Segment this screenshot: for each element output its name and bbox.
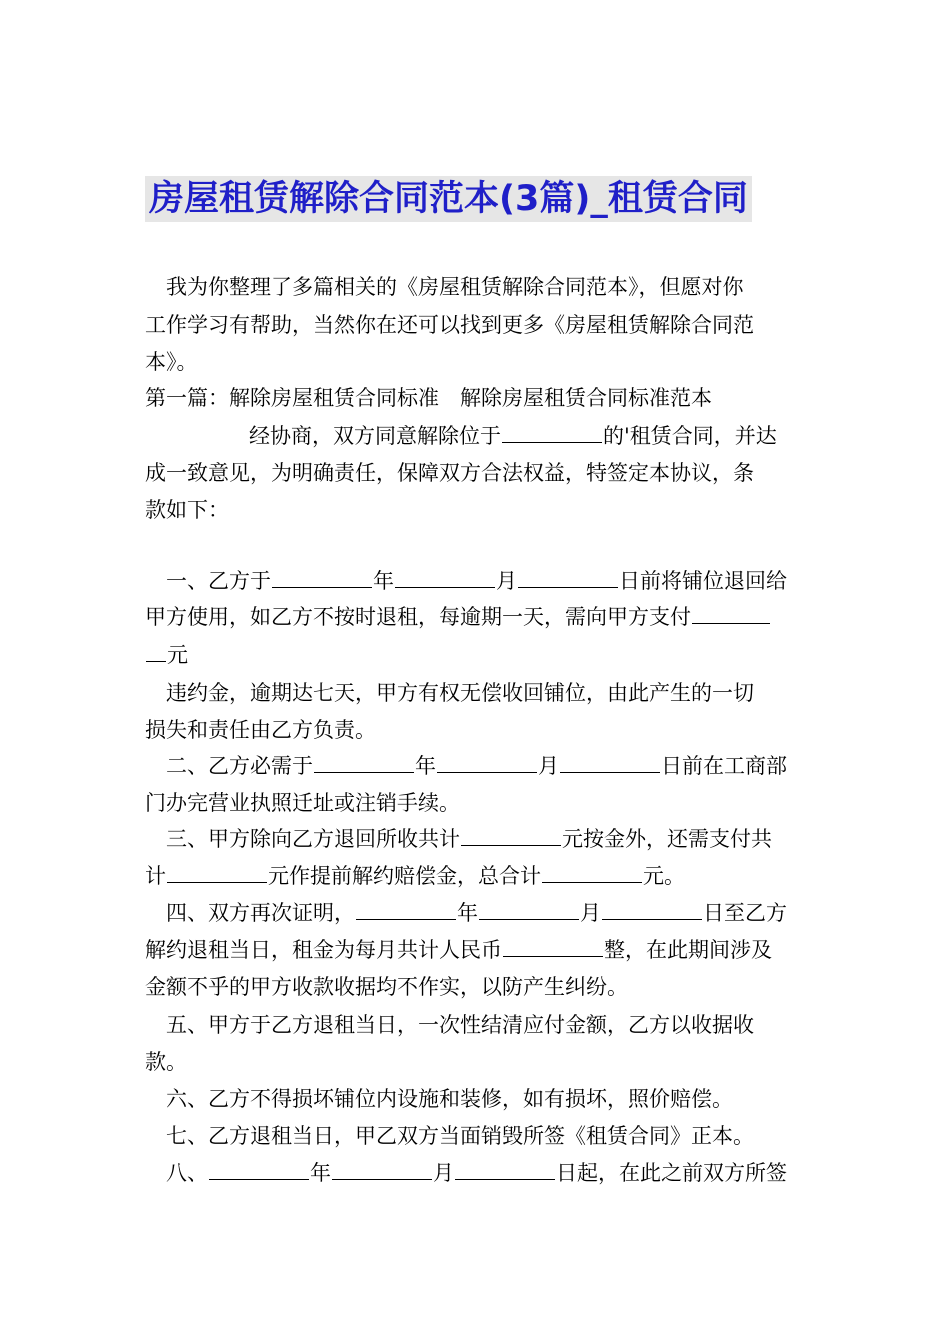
blank-field bbox=[167, 863, 267, 883]
clause3-text-d: 元作提前解约赔偿金，总合计 bbox=[268, 864, 541, 888]
clause1-text-b: 年 bbox=[373, 569, 394, 593]
clause4-text-c: 月 bbox=[580, 901, 601, 925]
clause1-line-3 bbox=[145, 640, 807, 670]
clause5-line-1: 五、甲方于乙方退租当日，一次性结清应付金额，乙方以收据收 bbox=[166, 1013, 754, 1037]
clause1-text-a: 一、乙方于 bbox=[166, 569, 271, 593]
blank-field bbox=[209, 1160, 309, 1180]
clause4-text-a: 四、双方再次证明， bbox=[166, 901, 355, 925]
clause1-line-1 bbox=[145, 566, 807, 596]
clause6-line: 六、乙方不得损坏铺位内设施和装修，如有损坏，照价赔偿。 bbox=[166, 1087, 733, 1111]
clause8-text-d: 日起，在此之前双方所签 bbox=[556, 1161, 787, 1185]
clause3-line-1 bbox=[145, 824, 807, 854]
intro-line-3: 本》。 bbox=[145, 350, 198, 374]
blank-field bbox=[602, 900, 702, 920]
section-heading: 第一篇：解除房屋租赁合同标准 解除房屋租赁合同标准范本 bbox=[145, 386, 712, 410]
blank-field bbox=[332, 1160, 432, 1180]
intro-line-1: 我为你整理了多篇相关的《房屋租赁解除合同范本》，但愿对你 bbox=[166, 275, 744, 299]
clause4-text-line2b: 整，在此期间涉及 bbox=[604, 938, 772, 962]
agreement-text-b: 的'租赁合同，并达 bbox=[603, 424, 777, 448]
clause4-text-b: 年 bbox=[457, 901, 478, 925]
clause1-text-line2: 甲方使用，如乙方不按时退租，每逾期一天，需向甲方支付 bbox=[145, 605, 691, 629]
clause1-line-4: 违约金，逾期达七天，甲方有权无偿收回铺位，由此产生的一切 bbox=[166, 681, 754, 705]
clause8-text-c: 月 bbox=[433, 1161, 454, 1185]
clause4-text-d: 日至乙方 bbox=[703, 901, 787, 925]
clause4-line-1 bbox=[145, 898, 807, 928]
agreement-line-1 bbox=[145, 421, 807, 451]
blank-field bbox=[502, 423, 602, 443]
blank-field bbox=[461, 826, 561, 846]
clause3-text-c: 计 bbox=[145, 864, 166, 888]
clause2-text-a: 二、乙方必需于 bbox=[166, 754, 313, 778]
clause2-text-c: 月 bbox=[538, 754, 559, 778]
clause2-line-2: 门办完营业执照迁址或注销手续。 bbox=[145, 791, 460, 815]
blank-field bbox=[437, 753, 537, 773]
agreement-text-a: 经协商，双方同意解除位于 bbox=[249, 424, 501, 448]
blank-field bbox=[455, 1160, 555, 1180]
clause3-line-2 bbox=[145, 861, 807, 891]
blank-field bbox=[395, 568, 495, 588]
blank-field bbox=[503, 937, 603, 957]
blank-field bbox=[272, 568, 372, 588]
clause3-text-e: 元。 bbox=[643, 864, 685, 888]
clause2-text-b: 年 bbox=[415, 754, 436, 778]
clause1-text-d: 日前将铺位退回给 bbox=[619, 569, 787, 593]
blank-field bbox=[542, 863, 642, 883]
intro-line-2: 工作学习有帮助，当然你在还可以找到更多《房屋租赁解除合同范 bbox=[145, 313, 754, 337]
clause4-line-2 bbox=[145, 935, 807, 965]
document-title: 房屋租赁解除合同范本(3篇)_租赁合同 bbox=[145, 176, 752, 222]
clause3-text-a: 三、甲方除向乙方退回所收共计 bbox=[166, 827, 460, 851]
clause4-text-line2a: 解约退租当日，租金为每月共计人民币 bbox=[145, 938, 502, 962]
blank-field bbox=[692, 604, 770, 624]
blank-field bbox=[146, 642, 166, 662]
clause4-line-3: 金额不乎的甲方收款收据均不作实，以防产生纠纷。 bbox=[145, 975, 628, 999]
blank-field bbox=[356, 900, 456, 920]
clause2-text-d: 日前在工商部 bbox=[661, 754, 787, 778]
clause1-text-line3: 元 bbox=[167, 643, 188, 667]
blank-field bbox=[560, 753, 660, 773]
clause8-text-b: 年 bbox=[310, 1161, 331, 1185]
blank-field bbox=[479, 900, 579, 920]
clause3-text-b: 元按金外，还需支付共 bbox=[562, 827, 772, 851]
clause1-line-5: 损失和责任由乙方负责。 bbox=[145, 718, 376, 742]
clause7-line: 七、乙方退租当日，甲乙双方当面销毁所签《租赁合同》正本。 bbox=[166, 1124, 754, 1148]
agreement-line-2: 成一致意见，为明确责任，保障双方合法权益，特签定本协议，条 bbox=[145, 461, 754, 485]
agreement-line-3: 款如下： bbox=[145, 498, 229, 522]
clause8-line-1 bbox=[145, 1158, 807, 1188]
blank-field bbox=[518, 568, 618, 588]
clause5-line-2: 款。 bbox=[145, 1050, 187, 1074]
clause8-text-a: 八、 bbox=[166, 1161, 208, 1185]
blank-field bbox=[314, 753, 414, 773]
clause1-line-2 bbox=[145, 602, 807, 632]
clause2-line-1 bbox=[145, 751, 807, 781]
clause1-text-c: 月 bbox=[496, 569, 517, 593]
